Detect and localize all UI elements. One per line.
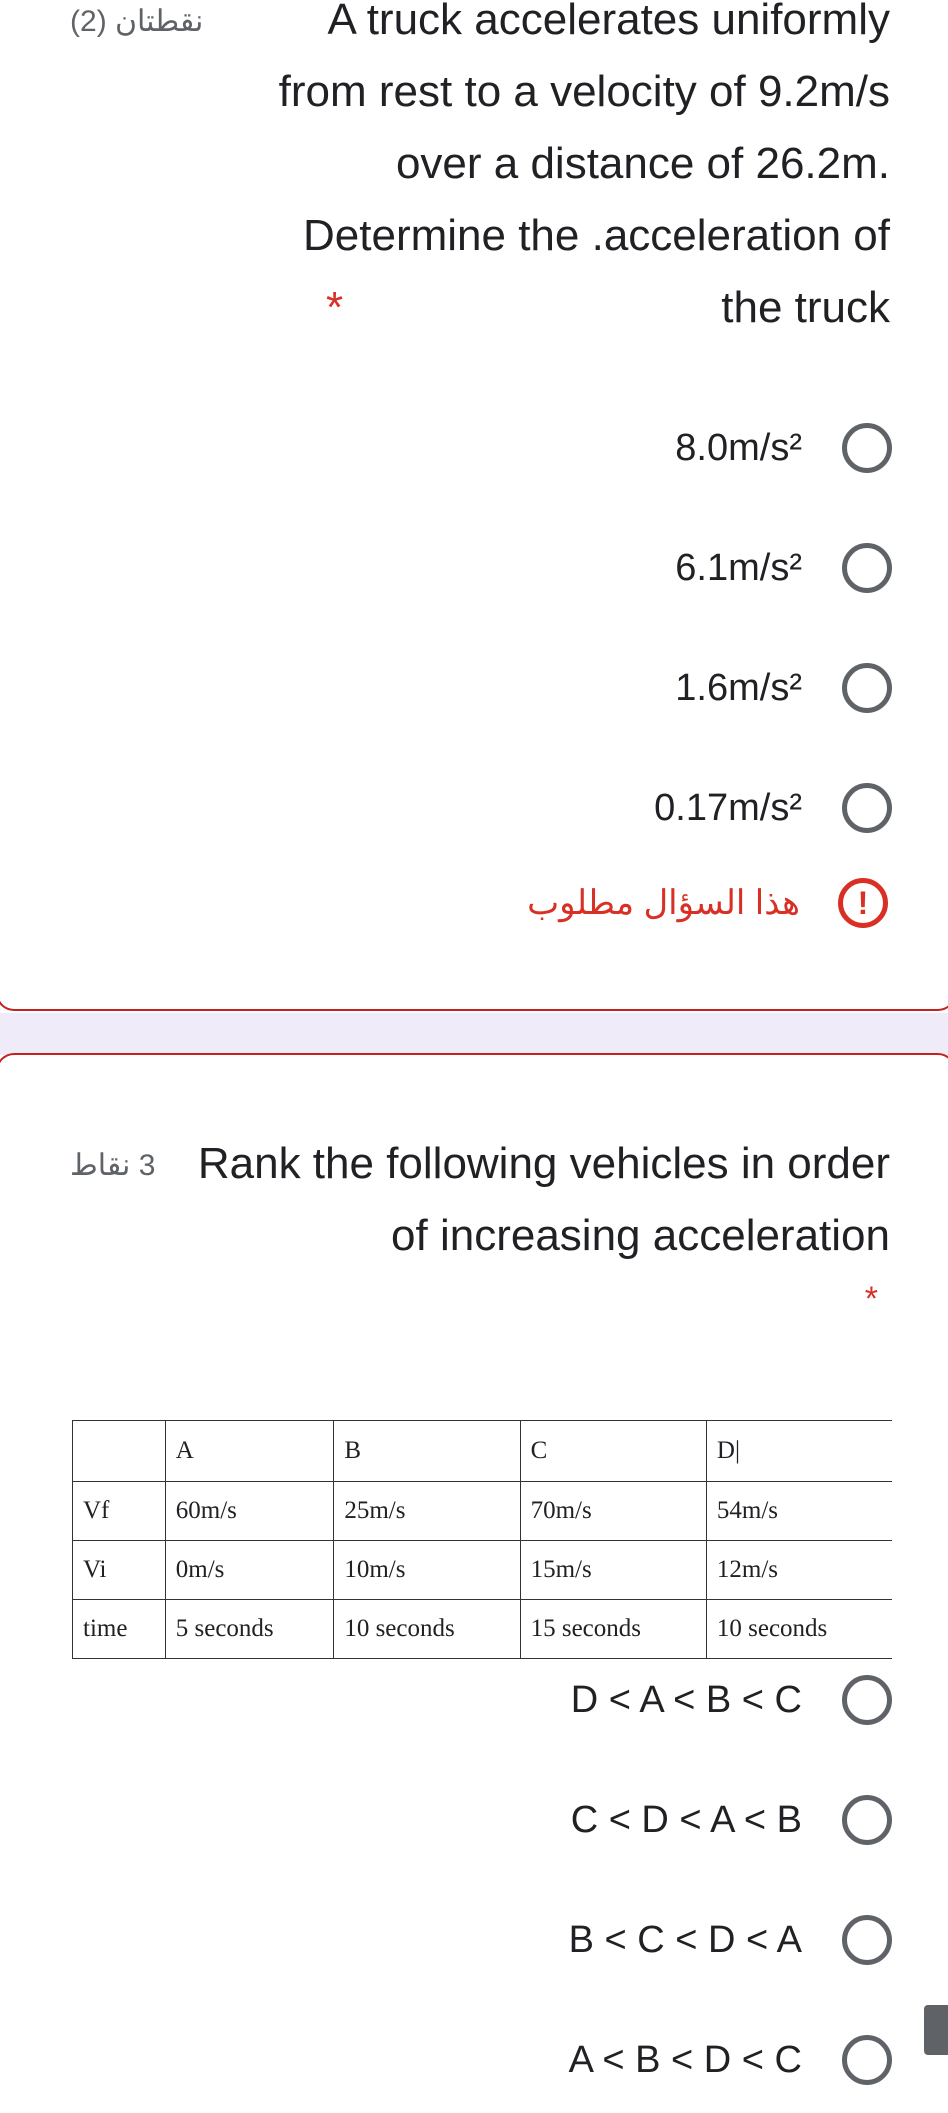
- radio-button[interactable]: [842, 543, 892, 593]
- table-cell: 5 seconds: [165, 1600, 334, 1659]
- question-points: نقطتان (2): [70, 5, 204, 38]
- table-cell: 60m/s: [165, 1482, 334, 1541]
- table-row: [73, 1541, 893, 1600]
- radio-button[interactable]: [842, 1795, 892, 1845]
- radio-button[interactable]: [842, 2035, 892, 2085]
- table-cell: 0m/s: [165, 1541, 334, 1600]
- question-points: 3 نقاط: [70, 1149, 156, 1182]
- table-cell: 10m/s: [334, 1541, 520, 1600]
- option-label: 1.6m/s²: [675, 666, 802, 709]
- required-error: [527, 878, 888, 928]
- card-separator: [0, 1013, 948, 1055]
- radio-button[interactable]: [842, 1675, 892, 1725]
- option-label: 0.17m/s²: [654, 786, 802, 829]
- radio-button[interactable]: [842, 423, 892, 473]
- question-text: Rank the following vehicles in order of increasing acceleration: [197, 1139, 890, 1260]
- error-message: هذا السؤال مطلوب: [527, 884, 800, 922]
- radio-button[interactable]: [842, 663, 892, 713]
- radio-option[interactable]: [569, 2030, 892, 2090]
- radio-option[interactable]: [654, 778, 892, 838]
- table-cell: Vi: [73, 1541, 166, 1600]
- table-cell: 15m/s: [520, 1541, 706, 1600]
- option-label: A < B < D < C: [568, 2038, 802, 2081]
- error-icon: !: [838, 878, 888, 928]
- table-cell: 10 seconds: [706, 1600, 892, 1659]
- required-asterisk: *: [864, 1280, 878, 1318]
- question-text: A truck accelerates uniformly from rest to a velocity of 9.2m/s over a distance of 26.2m. Determine the .acceleration of the truck: [278, 0, 890, 332]
- table-row: [73, 1482, 893, 1541]
- table-cell: 12m/s: [706, 1541, 892, 1600]
- radio-option[interactable]: [569, 1910, 892, 1970]
- table-cell: [73, 1421, 166, 1482]
- vehicle-table: [72, 1420, 892, 1659]
- table-cell: time: [73, 1600, 166, 1659]
- radio-option[interactable]: [675, 538, 892, 598]
- option-label: D < A < B < C: [570, 1678, 802, 1721]
- radio-option[interactable]: [571, 1790, 892, 1850]
- table-cell: 54m/s: [706, 1482, 892, 1541]
- radio-button[interactable]: [842, 1915, 892, 1965]
- table-header-row: [73, 1421, 893, 1482]
- option-label: C < D < A < B: [570, 1798, 802, 1841]
- option-label: B < C < D < A: [568, 1918, 802, 1961]
- radio-option[interactable]: [675, 418, 892, 478]
- table-cell: Vf: [73, 1482, 166, 1541]
- table-cell: 15 seconds: [520, 1600, 706, 1659]
- table-cell: B: [334, 1421, 520, 1482]
- table-row: [73, 1600, 893, 1659]
- table-cell: 70m/s: [520, 1482, 706, 1541]
- table-cell: D|: [706, 1421, 892, 1482]
- table-cell: 25m/s: [334, 1482, 520, 1541]
- table-cell: 10 seconds: [334, 1600, 520, 1659]
- feedback-tab[interactable]: [924, 2005, 948, 2055]
- question-title: [250, 0, 890, 344]
- table-cell: C: [520, 1421, 706, 1482]
- option-label: 6.1m/s²: [675, 546, 802, 589]
- table-cell: A: [165, 1421, 334, 1482]
- radio-option[interactable]: [571, 1670, 892, 1730]
- option-label: 8.0m/s²: [675, 426, 802, 469]
- radio-button[interactable]: [842, 783, 892, 833]
- radio-option[interactable]: [675, 658, 892, 718]
- required-asterisk: *: [326, 283, 344, 332]
